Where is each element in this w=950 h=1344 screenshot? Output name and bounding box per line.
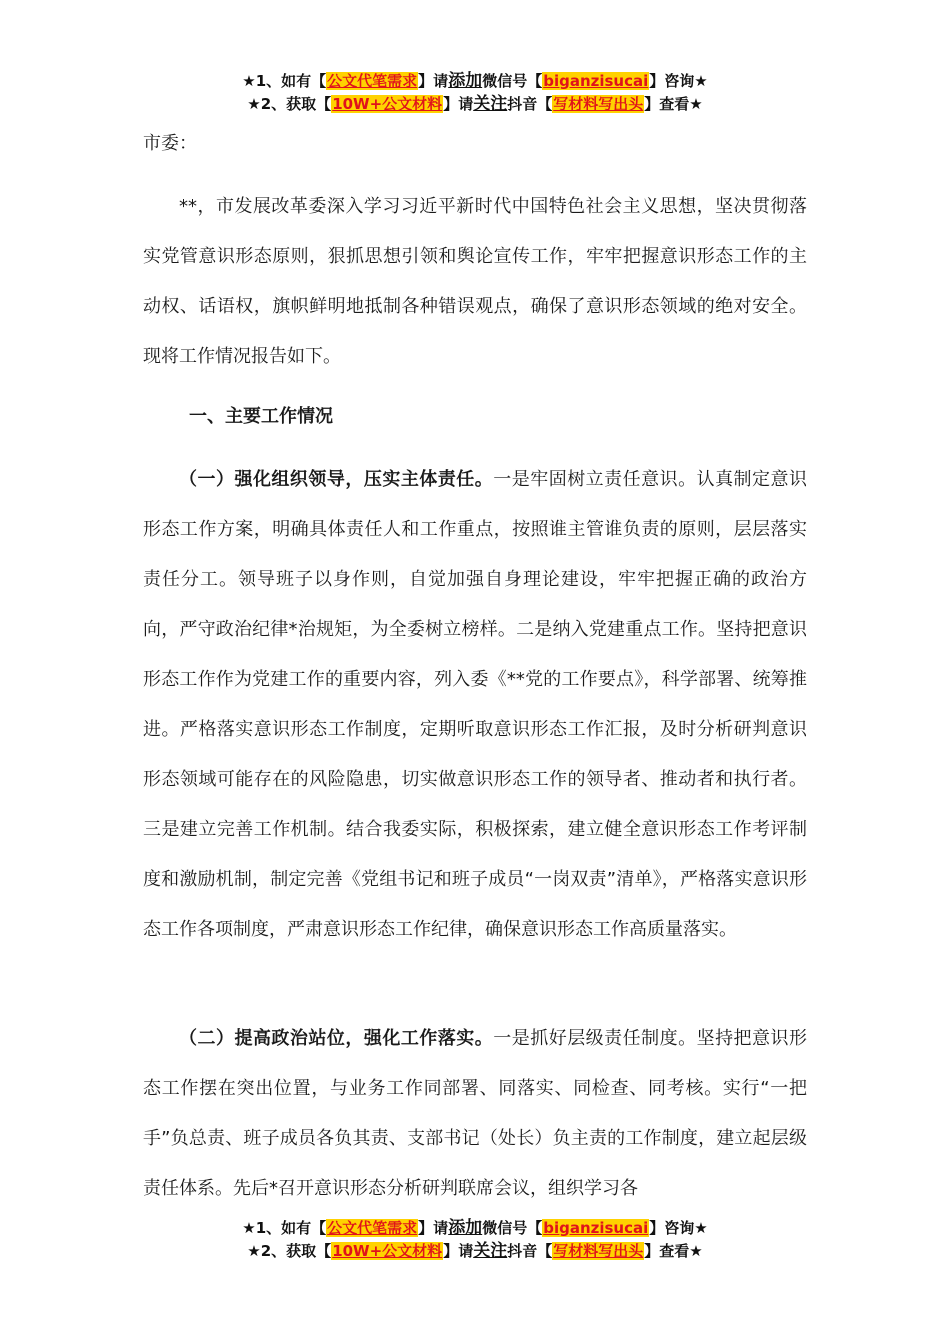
wechat-id-highlight: biganzisucai [543, 72, 649, 90]
salutation: 市委： [143, 133, 197, 154]
promo-highlight: 10W+公文材料 [332, 95, 443, 113]
paragraph-lead: （一）强化组织领导，压实主体责任。 [179, 469, 494, 490]
body-paragraph-2 [143, 1014, 807, 1214]
promo-text: 】请 [443, 95, 474, 113]
promo-text: 】咨询★ [649, 72, 708, 90]
promo-text: 】咨询★ [649, 1219, 708, 1237]
body-paragraph-1 [143, 455, 807, 955]
promo-text: 抖音【 [507, 1242, 553, 1260]
douyin-account-highlight: 写材料写出头 [553, 1242, 644, 1260]
promo-line-2 [0, 1240, 950, 1263]
intro-paragraph: **，市发展改革委深入学习习近平新时代中国特色社会主义思想，坚决贯彻落实党管意识形态原则，狠抓思想引领和舆论宣传工作，牢牢把握意识形态工作的主动权、话语权，旗帜鲜明地抵制各种错误观点，确保了意识形态领域的绝对安全。现将工作情况报告如下。 [143, 196, 807, 367]
promo-text: ★1、如有【 [242, 1219, 327, 1237]
promo-text: 】请 [443, 1242, 474, 1260]
promo-emphasis: 关注 [473, 1241, 508, 1261]
promo-highlight: 10W+公文材料 [332, 1242, 443, 1260]
promo-text: 】请 [418, 1219, 449, 1237]
paragraph-body: 一是抓好层级责任制度。坚持把意识形态工作摆在突出位置，与业务工作同部署、同落实、同检查、同考核。实行“一把手”负总责、班子成员各负其责、支部书记（处长）负主责的工作制度，建立起层级责任体系。先后*召开意识形态分析研判联席会议，组织学习各 [143, 1028, 808, 1199]
promo-emphasis: 关注 [473, 94, 508, 114]
promo-line-1 [0, 1217, 950, 1240]
douyin-account-highlight: 写材料写出头 [553, 95, 644, 113]
promo-text: ★2、获取【 [247, 1242, 332, 1260]
promo-text: 】请 [418, 72, 449, 90]
promo-text: 抖音【 [507, 95, 553, 113]
promo-emphasis: 添加 [448, 1218, 483, 1238]
promo-text: 微信号【 [482, 1219, 543, 1237]
promo-highlight: 公文代笔需求 [327, 1219, 418, 1237]
promo-text: ★2、获取【 [247, 95, 332, 113]
promo-text: 】查看★ [644, 95, 703, 113]
promo-text: 微信号【 [482, 72, 543, 90]
paragraph-body: 一是牢固树立责任意识。认真制定意识形态工作方案，明确具体责任人和工作重点，按照谁主管谁负责的原则，层层落实责任分工。领导班子以身作则，自觉加强自身理论建设，牢牢把握正确的政治方向，严守政治纪律*治规矩，为全委树立榜样。二是纳入党建重点工作。坚持把意识形态工作作为党建工作的重要内容，列入委《**党的工作要点》，科学部署、统筹推进。严格落实意识形态工作制度，定期听取意识形态工作汇报，及时分析研判意识形态领域可能存在的风险隐患，切实做意识形态工作的领导者、推动者和执行者。三是建立完善工作机制。结合我委实际，积极探索，建立健全意识形态工作考评制度和激励机制，制定完善《党组书记和班子成员“一岗双责”清单》，严格落实意识形态工作各项制度，严肃意识形态工作纪律，确保意识形态工作高质量落实。 [143, 469, 808, 940]
promo-line-2 [0, 93, 950, 116]
wechat-id-highlight: biganzisucai [543, 1219, 649, 1237]
paragraph-lead: （二）提高政治站位，强化工作落实。 [179, 1028, 494, 1049]
promo-text: ★1、如有【 [242, 72, 327, 90]
promo-text: 】查看★ [644, 1242, 703, 1260]
promo-banner-bottom [0, 1217, 950, 1263]
promo-line-1 [0, 70, 950, 93]
promo-highlight: 公文代笔需求 [327, 72, 418, 90]
promo-emphasis: 添加 [448, 71, 483, 91]
promo-banner-top [0, 70, 950, 116]
section-heading: 一、主要工作情况 [189, 406, 333, 427]
